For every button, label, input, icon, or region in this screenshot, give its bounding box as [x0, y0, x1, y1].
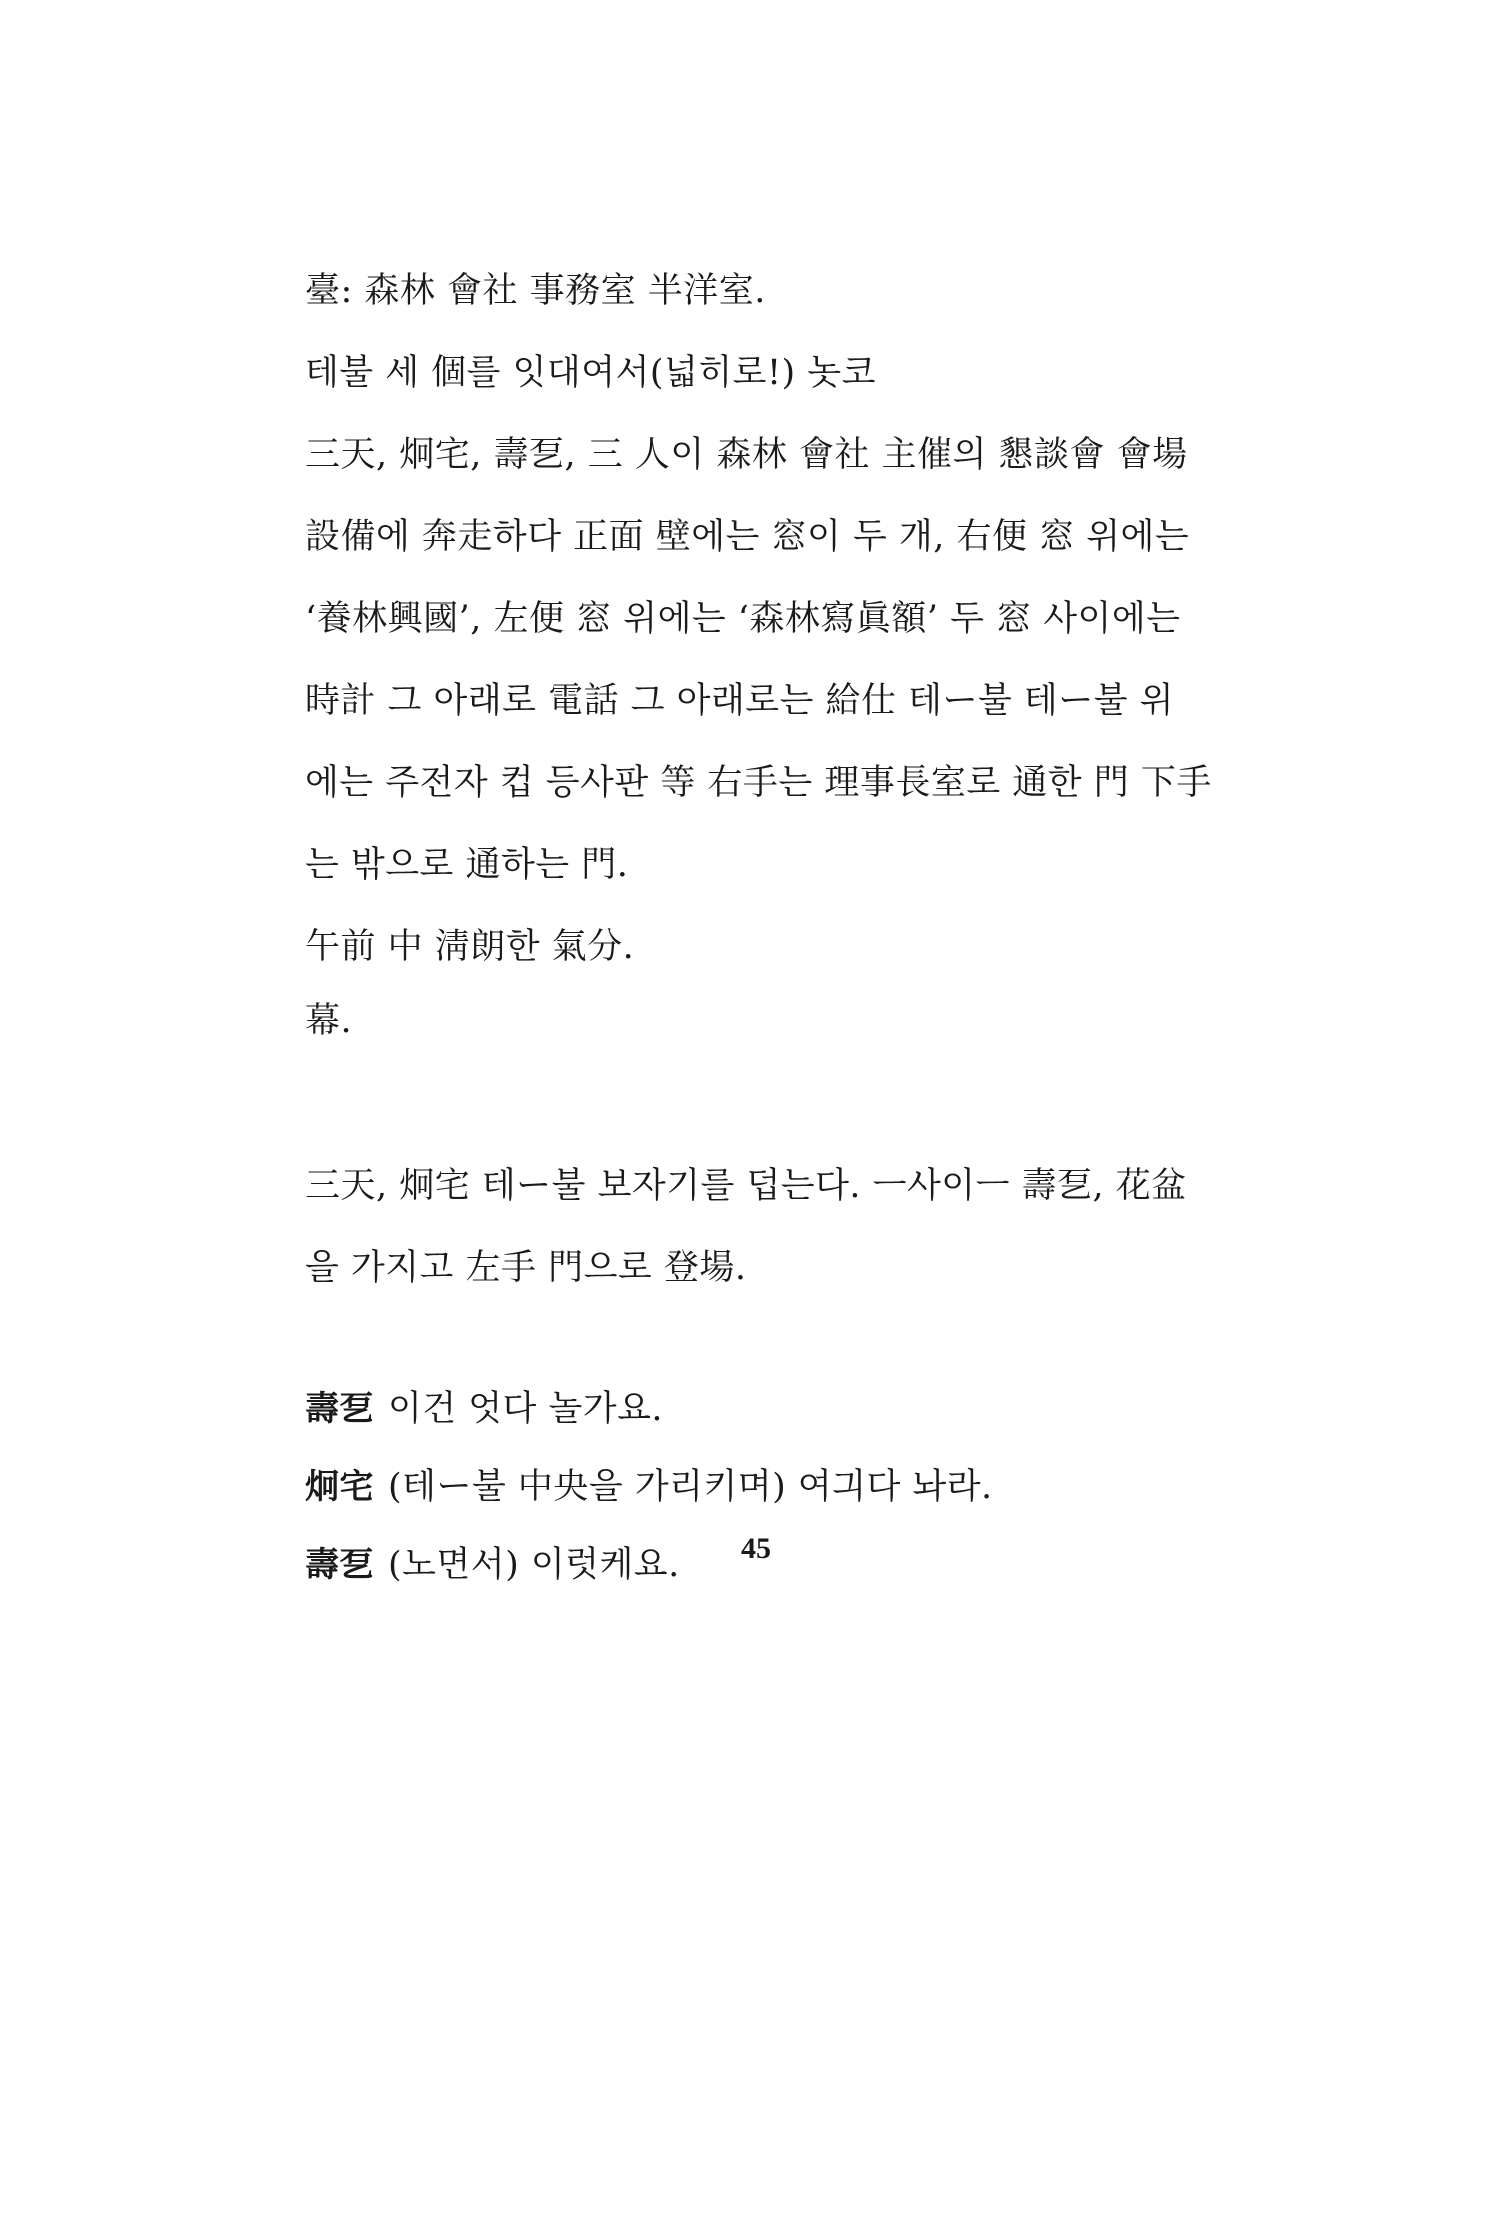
curtain-block — [305, 980, 1245, 1062]
dialogue-text: (노면서) 이럿케요. — [388, 1545, 680, 1585]
stage-line: 에는 주전자 컵 등사판 等 右手는 理事長室로 通한 門 下手 — [305, 763, 1212, 803]
curtain-line: 幕. — [305, 1001, 353, 1041]
stage-line: 테불 세 個를 잇대여서(넓히로!) 놋코 — [305, 353, 876, 393]
speaker-name: 壽乭 — [305, 1545, 374, 1585]
stage-line: 設備에 奔走하다 正面 壁에는 窓이 두 개, 右便 窓 위에는 — [305, 517, 1190, 557]
speaker-name: 壽乭 — [305, 1389, 374, 1429]
action-block — [305, 1145, 1245, 1309]
stage-line: 는 밖으로 通하는 門. — [305, 845, 629, 885]
action-line: 을 가지고 左手 門으로 登場. — [305, 1248, 747, 1288]
dialogue-line — [305, 1370, 1245, 1448]
dialogue-block — [305, 1370, 1245, 1604]
page-number: 45 — [741, 1532, 771, 1565]
stage-line: 三天, 炯宅, 壽乭, 三 人이 森林 會社 主催의 懇談會 會場 — [305, 435, 1188, 475]
action-line: 三天, 炯宅 테ー불 보자기를 덥는다. ㅡ사이ㅡ 壽乭, 花盆 — [305, 1166, 1187, 1206]
dialogue-line — [305, 1448, 1245, 1526]
stage-line: 時計 그 아래로 電話 그 아래로는 給仕 테ー불 테ー불 위 — [305, 681, 1174, 721]
stage-line: ‘養林興國’, 左便 窓 위에는 ‘森林寫眞額’ 두 窓 사이에는 — [305, 599, 1181, 639]
stage-direction-block — [305, 250, 1245, 988]
speaker-name: 炯宅 — [305, 1467, 374, 1507]
dialogue-text: (테ー불 中央을 가리키며) 여긔다 놔라. — [388, 1467, 993, 1507]
stage-line: 午前 中 淸朗한 氣分. — [305, 927, 635, 967]
dialogue-text: 이건 엇다 놀가요. — [388, 1389, 664, 1429]
stage-line: 臺: 森林 會社 事務室 半洋室. — [305, 271, 766, 311]
